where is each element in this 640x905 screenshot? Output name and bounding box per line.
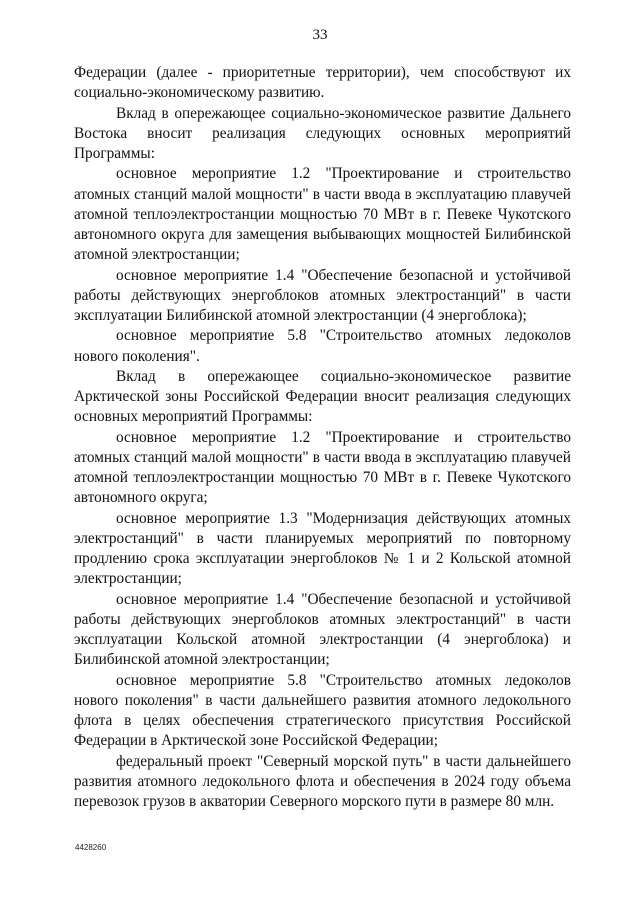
- document-body: [74, 63, 571, 812]
- paragraph-6: Вклад в опережающее социально-экономическое развитие Арктической зоны Российской Федерации вносит реализация следующих основных мероприятий Программы:: [74, 367, 571, 426]
- paragraph-3: основное мероприятие 1.2 "Проектирование и строительство атомных станций малой мощности" в части ввода в эксплуатацию плавучей атомной теплоэлектростанции мощностью 70 МВт в г. Певеке Чукотского автономного округа для замещения выбывающих мощностей Билибинской атомной электростанции;: [74, 165, 571, 264]
- page-number: 33: [312, 27, 328, 43]
- paragraph-11: федеральный проект "Северный морской путь" в части дальнейшего развития атомного ледокольного флота и обеспечения в 2024 году объема перевозок грузов в акватории Северного морского пути в размере 80 млн.: [74, 752, 571, 810]
- paragraph-5: основное мероприятие 5.8 "Строительство атомных ледоколов нового поколения".: [74, 327, 571, 365]
- paragraph-8: основное мероприятие 1.3 "Модернизация действующих атомных электростанций" в части планируемых мероприятий по повторному продлению срока эксплуатации энергоблоков № 1 и 2 Кольской атомной электростанции;: [74, 509, 571, 588]
- paragraph-10: основное мероприятие 5.8 "Строительство атомных ледоколов нового поколения" в части дальнейшего развития атомного ледокольного флота в целях обеспечения стратегического присутствия Российской Федерации в Арктической зоне Российской Федерации;: [74, 671, 571, 750]
- paragraph-9: основное мероприятие 1.4 "Обеспечение безопасной и устойчивой работы действующих энергоблоков атомных электростанций" в части эксплуатации Кольской атомной электростанции (4 энергоблока) и Билибинской атомной электростанции;: [74, 590, 571, 669]
- document-code: 4428260: [75, 843, 107, 852]
- paragraph-1: Федерации (далее - приоритетные территории), чем способствуют их социально-экономическому развитию.: [74, 64, 571, 102]
- paragraph-4: основное мероприятие 1.4 "Обеспечение безопасной и устойчивой работы действующих энергоблоков атомных электростанций" в части эксплуатации Билибинской атомной электростанции (4 энергоблока);: [74, 266, 571, 324]
- paragraph-7: основное мероприятие 1.2 "Проектирование и строительство атомных станций малой мощности" в части ввода в эксплуатацию плавучей атомной теплоэлектростанции мощностью 70 МВт в г. Певеке Чукотского автономного округа;: [74, 428, 571, 507]
- paragraph-2: Вклад в опережающее социально-экономическое развитие Дальнего Востока вносит реализация следующих основных мероприятий Программы:: [74, 104, 571, 162]
